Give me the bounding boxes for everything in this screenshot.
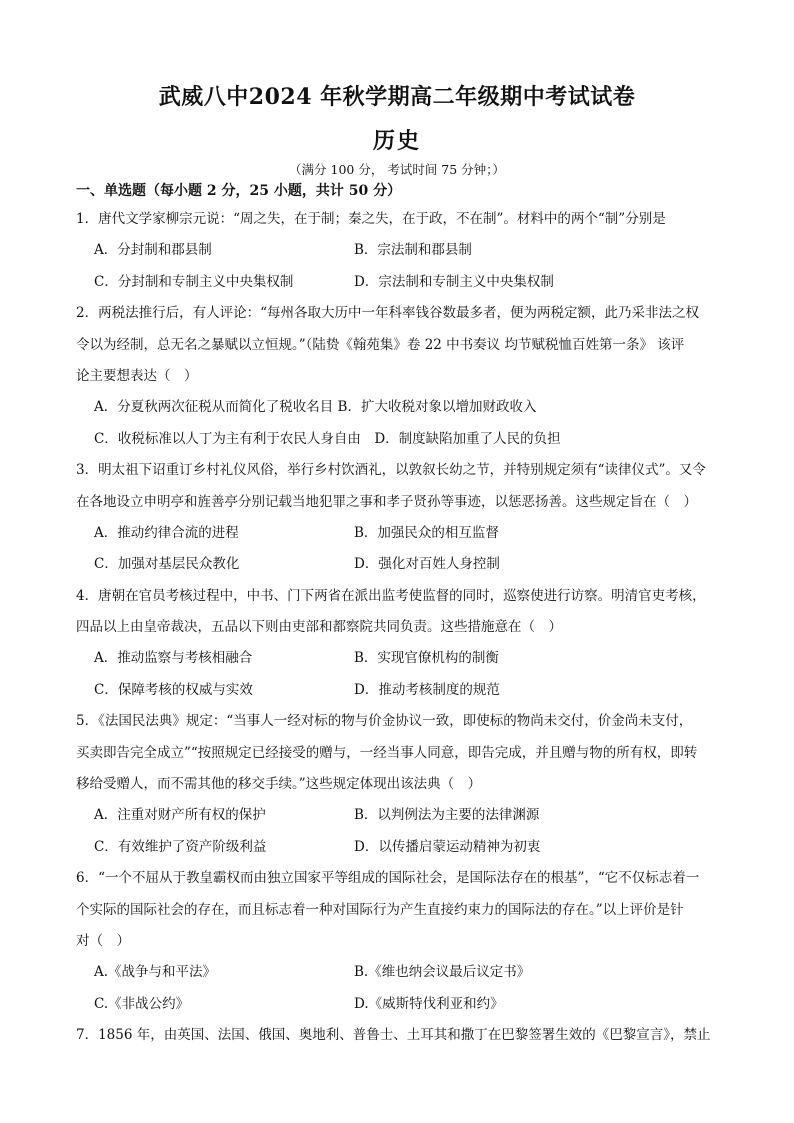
question-stem-line: 1．唐代文学家柳宗元说：“周之失，在于制；秦之失，在于政，不在制”。材料中的两个“制”分别是 bbox=[76, 211, 666, 227]
question-stem-line: 移给受赠人，而不需其他的移交手续。”这些规定体现出该法典（ ） bbox=[76, 776, 482, 793]
answer-option: C．加强对基层民众教化 bbox=[94, 556, 240, 573]
option-row bbox=[76, 424, 720, 455]
answer-option: D．强化对百姓人身控制 bbox=[354, 556, 500, 573]
answer-option: D．以传播启蒙运动精神为初衷 bbox=[354, 838, 541, 855]
answer-option: C．保障考核的权威与实效 bbox=[94, 681, 253, 698]
question-stem-line: 买卖即告完全成立”“按照规定已经接受的赠与，一经当事人同意，即告完成，并且赠与物的所有权，即转 bbox=[76, 744, 698, 761]
question-3 bbox=[76, 455, 720, 581]
option-row bbox=[76, 235, 720, 266]
answer-option: A．注重对财产所有权的保护 bbox=[94, 807, 266, 824]
option-row bbox=[76, 392, 720, 423]
question-4 bbox=[76, 581, 720, 707]
question-stem-line: 令以为经制，总无名之暴赋以立恒规。”（陆贽《翰苑集》卷 22 中书奏议 均节赋税恤百姓第一条》 该评 bbox=[76, 336, 685, 353]
option-row bbox=[76, 643, 720, 674]
option-row bbox=[76, 800, 720, 831]
section-heading: 一、单选题（每小题 2 分，25 小题，共计 50 分） bbox=[76, 183, 402, 199]
question-stem-line: 6．“一个不屈从于教皇霸权而由独立国家平等组成的国际社会，是国际法存在的根基”，“它不仅标志着一 bbox=[76, 870, 700, 887]
question-6 bbox=[76, 863, 720, 1020]
question-stem-line: 2．两税法推行后，有人评论：“每州各取大历中一年科率钱谷数最多者，便为两税定额，此乃采非法之权 bbox=[76, 305, 699, 322]
answer-option: C．收税标准以人丁为主有利于农民人身自由 D．制度缺陷加重了人民的负担 bbox=[94, 430, 561, 447]
option-row bbox=[76, 989, 720, 1020]
question-list bbox=[76, 204, 720, 1052]
answer-option: A．分封制和郡县制 bbox=[94, 242, 212, 259]
answer-option: A．推动约律合流的进程 bbox=[94, 524, 239, 541]
answer-option: A．分夏秋两次征税从而简化了税收名目 B．扩大收税对象以增加财政收入 bbox=[94, 399, 537, 416]
answer-option: C.《非战公约》 bbox=[94, 995, 190, 1012]
answer-option: C．有效维护了资产阶级利益 bbox=[94, 838, 267, 855]
question-stem-line: 对（ ） bbox=[76, 932, 130, 949]
question-stem-line: 在各地设立申明亭和旌善亭分别记载当地犯罪之事和孝子贤孙等事迹，以惩恶扬善。这些规定旨在（ ） bbox=[76, 493, 697, 510]
option-row bbox=[76, 267, 720, 298]
option-row bbox=[76, 832, 720, 863]
question-5 bbox=[76, 706, 720, 863]
question-stem-line: 四品以上由皇帝裁决，五品以下则由吏部和都察院共同负责。这些措施意在（ ） bbox=[76, 619, 562, 636]
question-7 bbox=[76, 1020, 720, 1051]
answer-option: D．宗法制和专制主义中央集权制 bbox=[354, 273, 554, 290]
question-stem-line: 5．《法国民法典》规定：“当事人一经对标的物与价金协议一致，即使标的物尚未交付，价金尚未支付， bbox=[76, 713, 693, 730]
question-stem-line: 个实际的国际社会的存在，而且标志着一种对国际行为产生直接约束力的国际法的存在。”以上评价是针 bbox=[76, 901, 684, 918]
question-2 bbox=[76, 298, 720, 455]
subject-title: 历史 bbox=[372, 128, 421, 154]
option-row bbox=[76, 549, 720, 580]
answer-option: B．以判例法为主要的法律渊源 bbox=[354, 807, 540, 824]
answer-option: A.《战争与和平法》 bbox=[94, 964, 217, 981]
question-stem-line: 7．1856 年，由英国、法国、俄国、奥地利、普鲁士、土耳其和撒丁在巴黎签署生效的《巴黎宣言》，禁止 bbox=[76, 1027, 711, 1044]
question-1 bbox=[76, 204, 720, 298]
option-row bbox=[76, 675, 720, 706]
option-row bbox=[76, 957, 720, 988]
answer-option: C．分封制和专制主义中央集权制 bbox=[94, 273, 294, 290]
question-stem-line: 论主要想表达（ ） bbox=[76, 367, 198, 384]
exam-title: 武威八中2024 年秋学期高二年级期中考试试卷 bbox=[158, 84, 636, 110]
answer-option: D.《威斯特伐利亚和约》 bbox=[354, 995, 504, 1012]
question-stem-line: 3．明太祖下诏重订乡村礼仪风俗，举行乡村饮酒礼，以敦叙长幼之节，并特别规定须有“读律仪式”。又令 bbox=[76, 462, 706, 479]
question-stem-line: 4．唐朝在官员考核过程中，中书、门下两省在派出监考使监督的同时，巡察使进行访察。明清官吏考核， bbox=[76, 587, 706, 604]
answer-option: D．推动考核制度的规范 bbox=[354, 681, 500, 698]
answer-option: B．实现官僚机构的制衡 bbox=[354, 650, 499, 667]
answer-option: A．推动监察与考核相融合 bbox=[94, 650, 253, 667]
answer-option: B．宗法制和郡县制 bbox=[354, 242, 472, 259]
answer-option: B.《维也纳会议最后议定书》 bbox=[354, 964, 531, 981]
exam-note: （满分 100 分， 考试时间 75 分钟；） bbox=[289, 162, 505, 177]
answer-option: B．加强民众的相互监督 bbox=[354, 524, 499, 541]
option-row bbox=[76, 518, 720, 549]
